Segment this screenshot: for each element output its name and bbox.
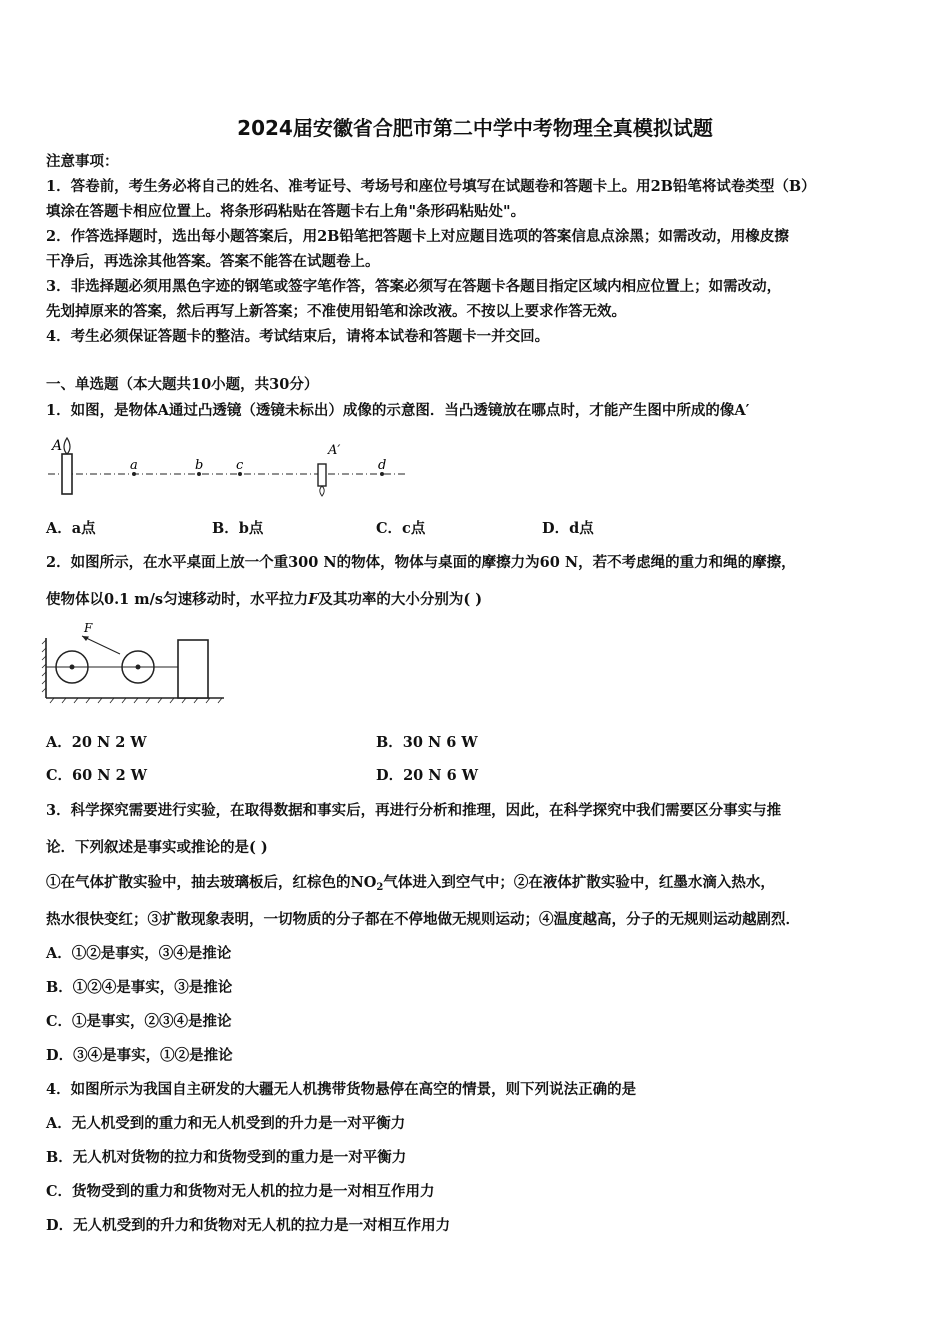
- q3-option-b[interactable]: B．①②④是事实，③是推论: [46, 979, 233, 996]
- force-line: [82, 636, 120, 654]
- q3-option-c[interactable]: C．①是事实，②③④是推论: [46, 1013, 232, 1030]
- notes-line: 干净后，再选涂其他答案。答案不能答在试题卷上。: [46, 253, 380, 270]
- pulley-diagram: [40, 620, 230, 710]
- flame-icon: [64, 438, 70, 454]
- stem-text: 及其功率的大小分别为( ): [318, 591, 483, 608]
- question-1-stem: 1．如图，是物体A通过凸透镜（透镜未标出）成像的示意图．当凸透镜放在哪点时，才能产生图中所成的像A′: [46, 402, 750, 419]
- section-heading: 一、单选题（本大题共10小题，共30分）: [46, 376, 319, 393]
- force-label: F: [84, 621, 93, 635]
- question-2-stem-line2: [46, 590, 906, 610]
- q1-option-d[interactable]: D．d点: [542, 520, 594, 537]
- question-4-stem: 4．如图所示为我国自主研发的大疆无人机携带货物悬停在高空的情景，则下列说法正确的是: [46, 1081, 637, 1098]
- notes-line: 1．答卷前，考生务必将自己的姓名、准考证号、考场号和座位号填写在试题卷和答题卡上。用2B铅笔将试卷类型（B）: [46, 178, 816, 195]
- point-b-label: b: [195, 458, 204, 473]
- question-3-stem-line3: [46, 873, 906, 893]
- image-label: A′: [328, 443, 341, 458]
- q4-option-a[interactable]: A．无人机受到的重力和无人机受到的升力是一对平衡力: [46, 1115, 406, 1132]
- page-title: 2024届安徽省合肥市第二中学中考物理全真模拟试题: [237, 116, 713, 140]
- block: [178, 640, 208, 698]
- point-d-label: d: [378, 458, 387, 473]
- q3-option-a[interactable]: A．①②是事实，③④是推论: [46, 945, 232, 962]
- q1-option-b[interactable]: B．b点: [212, 520, 264, 537]
- question-3-stem-line2: 论．下列叙述是事实或推论的是( ): [46, 839, 268, 856]
- q2-option-d[interactable]: D．20 N 6 W: [376, 767, 479, 784]
- inverted-flame-icon: [320, 486, 325, 496]
- q4-option-c[interactable]: C．货物受到的重力和货物对无人机的拉力是一对相互作用力: [46, 1183, 435, 1200]
- notes-line: 4．考生必须保证答题卡的整洁。考试结束后，请将本试卷和答题卡一并交回。: [46, 328, 550, 345]
- object-candle: [62, 454, 72, 494]
- notes-line: 先划掉原来的答案，然后再写上新答案；不准使用铅笔和涂改液。不按以上要求作答无效。: [46, 303, 626, 320]
- stem-text: 气体进入到空气中；②在液体扩散实验中，红墨水滴入热水，: [383, 874, 775, 891]
- lens-image-diagram: [44, 432, 414, 502]
- question-3-stem-line1: 3．科学探究需要进行实验，在取得数据和事实后，再进行分析和推理，因此，在科学探究中我们需要区分事实与推: [46, 802, 782, 819]
- q4-option-d[interactable]: D．无人机受到的升力和货物对无人机的拉力是一对相互作用力: [46, 1217, 451, 1234]
- point-a-label: a: [130, 458, 138, 473]
- q2-option-c[interactable]: C．60 N 2 W: [46, 767, 147, 784]
- notes-heading: 注意事项：: [46, 153, 119, 170]
- q4-option-b[interactable]: B．无人机对货物的拉力和货物受到的重力是一对平衡力: [46, 1149, 407, 1166]
- question-2-stem-line1: 2．如图所示，在水平桌面上放一个重300 N的物体，物体与桌面的摩擦力为60 N，若不考虑绳的重力和绳的摩擦，: [46, 554, 796, 571]
- object-label: A: [52, 438, 63, 454]
- point-c-label: c: [236, 458, 244, 473]
- question-3-stem-line4: 热水很快变红；③扩散现象表明，一切物质的分子都在不停地做无规则运动；④温度越高，分子的无规则运动越剧烈．: [46, 911, 800, 928]
- force-variable: F: [308, 591, 319, 608]
- q3-option-d[interactable]: D．③④是事实，①②是推论: [46, 1047, 233, 1064]
- notes-line: 2．作答选择题时，选出每小题答案后，用2B铅笔把答题卡上对应题目选项的答案信息点涂黑；如需改动，用橡皮擦: [46, 228, 789, 245]
- notes-line: 填涂在答题卡相应位置上。将条形码粘贴在答题卡右上角"条形码粘贴处"。: [46, 203, 526, 220]
- q2-option-a[interactable]: A．20 N 2 W: [46, 734, 147, 751]
- q1-option-a[interactable]: A．a点: [46, 520, 96, 537]
- notes-line: 3．非选择题必须用黑色字迹的钢笔或签字笔作答，答案必须写在答题卡各题目指定区域内相应位置上；如需改动，: [46, 278, 782, 295]
- subscript: 2: [376, 882, 384, 893]
- q2-option-b[interactable]: B．30 N 6 W: [376, 734, 478, 751]
- stem-text: ①在气体扩散实验中，抽去玻璃板后，红棕色的NO: [46, 874, 377, 891]
- q1-option-c[interactable]: C．c点: [376, 520, 426, 537]
- stem-text: 使物体以0.1 m/s匀速移动时，水平拉力: [46, 591, 309, 608]
- image-candle: [318, 464, 326, 486]
